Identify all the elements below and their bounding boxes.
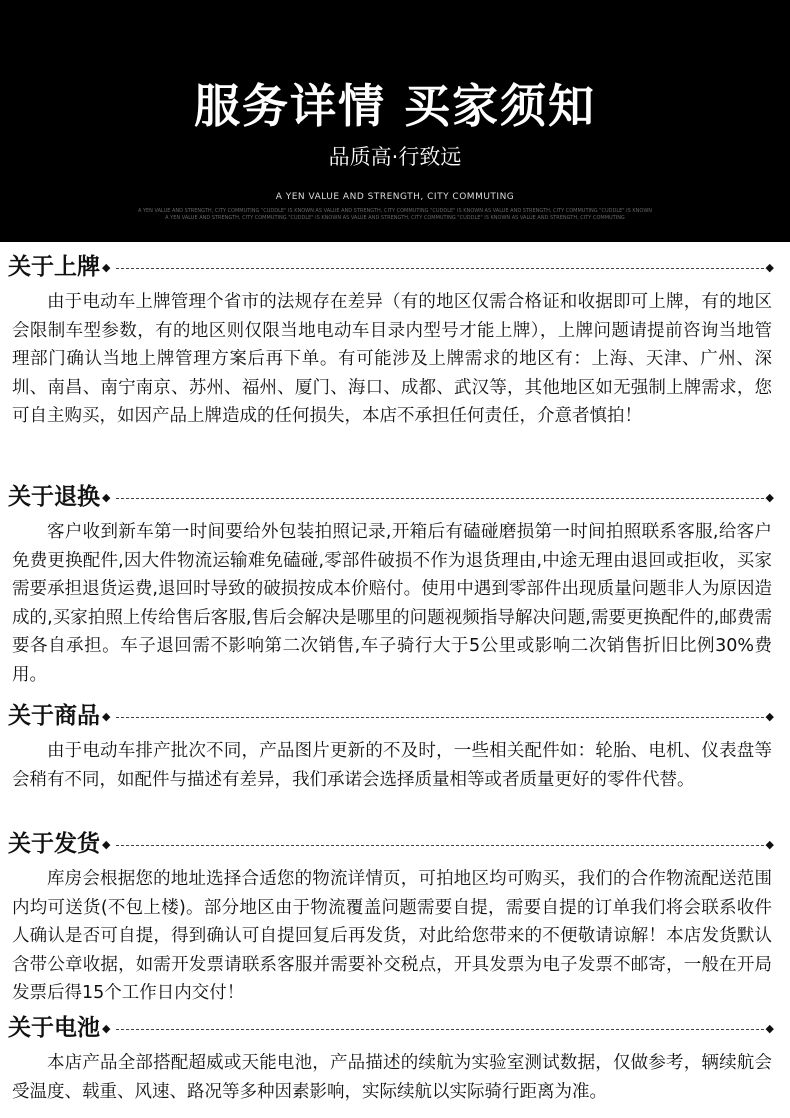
dashed-divider xyxy=(116,498,764,499)
dashed-divider xyxy=(116,845,764,846)
section-body: 由于电动车排产批次不同，产品图片更新的不及时，一些相关配件如：轮胎、电机、仪表盘等会稍有不同，如配件与描述有差异，我们承诺会选择质量相等或者质量更好的零件代替。 xyxy=(12,741,772,790)
diamond-icon: ◆ xyxy=(102,709,111,723)
dashed-divider xyxy=(116,717,764,718)
dashed-divider xyxy=(116,1029,764,1030)
section-battery xyxy=(0,1013,790,1106)
banner-title: 服务详情 买家须知 xyxy=(193,79,596,133)
diamond-icon: ◆ xyxy=(765,491,774,504)
diamond-icon: ◆ xyxy=(102,837,111,851)
section-header xyxy=(0,1013,790,1047)
banner-subtitle: 品质高·行致远 xyxy=(328,145,462,169)
section-title-text: 关于商品 xyxy=(8,703,100,729)
section-header xyxy=(0,482,790,516)
section-returns xyxy=(0,482,790,689)
dashed-divider xyxy=(116,268,764,269)
section-title xyxy=(8,252,113,283)
banner-fine-print xyxy=(0,208,790,222)
banner-fine-print-line: A YEN VALUE AND STRENGTH, CITY COMMUTING "CUDDLE" IS KNOWN AS VALUE AND STRENGTH, CITY COMMUTING "CUDDLE" IS KNOWN AS VALUE AND STRENGTH, CITY COMMUTING "CUDDLE" IS KNOWN xyxy=(137,208,653,214)
diamond-icon: ◆ xyxy=(765,261,774,274)
section-shipping xyxy=(0,829,790,1008)
diamond-icon: ◆ xyxy=(765,1022,774,1035)
section-title xyxy=(8,701,113,732)
section-body: 本店产品全部搭配超威或天能电池，产品描述的续航为实验室测试数据，仅做参考，辆续航会受温度、载重、风速、路况等多种因素影响，实际续航以实际骑行距离为准。 xyxy=(12,1053,772,1102)
section-title-text: 关于电池 xyxy=(8,1015,100,1041)
header-banner xyxy=(0,0,790,242)
section-title xyxy=(8,482,113,513)
section-header xyxy=(0,252,790,286)
banner-fine-print-line: A YEN VALUE AND STRENGTH, CITY COMMUTING "CUDDLE" IS KNOWN AS VALUE AND STRENGTH, CITY COMMUTING "CUDDLE" IS KNOWN AS VALUE AND STRENGTH, CITY COMMUTING xyxy=(165,215,625,221)
banner-tagline: A YEN VALUE AND STRENGTH, CITY COMMUTING xyxy=(275,192,515,202)
section-license-plate xyxy=(0,252,790,431)
diamond-icon: ◆ xyxy=(765,710,774,723)
section-body: 客户收到新车第一时间要给外包装拍照记录,开箱后有磕碰磨损第一时间拍照联系客服,给客户免费更换配件,因大件物流运输难免磕碰,零部件破损不作为退货理由,中途无理由退回或拒收，买家需要承担退货运费,退回时导致的破损按成本价赔付。使用中遇到零部件出现质量问题非人为原因造成的,买家拍照上传给售后客服,售后会解决是哪里的问题视频指导解决问题,需要更换配件的,邮费需要各自承担。车子退回需不影响第二次销售,车子骑行大于5公里或影响二次销售折旧比例30%费用。 xyxy=(12,522,772,685)
diamond-icon: ◆ xyxy=(765,838,774,851)
section-product xyxy=(0,701,790,794)
section-header xyxy=(0,829,790,863)
section-title-text: 关于上牌 xyxy=(8,254,100,280)
section-title-text: 关于发货 xyxy=(8,831,100,857)
section-body: 由于电动车上牌管理个省市的法规存在差异（有的地区仅需合格证和收据即可上牌，有的地区会限制车型参数，有的地区则仅限当地电动车目录内型号才能上牌），上牌问题请提前咨询当地管理部门确认当地上牌管理方案后再下单。有可能涉及上牌需求的地区有：上海、天津、广州、深圳、南昌、南宁南京、苏州、福州、厦门、海口、成都、武汉等，其他地区如无强制上牌需求，您可自主购买，如因产品上牌造成的任何损失，本店不承担任何责任，介意者慎拍！ xyxy=(12,292,772,426)
section-title xyxy=(8,1013,113,1044)
diamond-icon: ◆ xyxy=(102,260,111,274)
section-header xyxy=(0,701,790,735)
diamond-icon: ◆ xyxy=(102,490,111,504)
section-title-text: 关于退换 xyxy=(8,484,100,510)
section-title xyxy=(8,829,113,860)
section-body: 库房会根据您的地址选择合适您的物流详情页，可拍地区均可购买，我们的合作物流配送范围内均可送货(不包上楼)。部分地区由于物流覆盖问题需要自提，需要自提的订单我们将会联系收件人确认是否可自提，得到确认可自提回复后再发货，对此给您带来的不便敬请谅解！本店发货默认含带公章收据，如需开发票请联系客服并需要补交税点，开具发票为电子发票不邮寄，一般在开局发票后得15个工作日内交付！ xyxy=(12,869,772,1003)
diamond-icon: ◆ xyxy=(102,1021,111,1035)
